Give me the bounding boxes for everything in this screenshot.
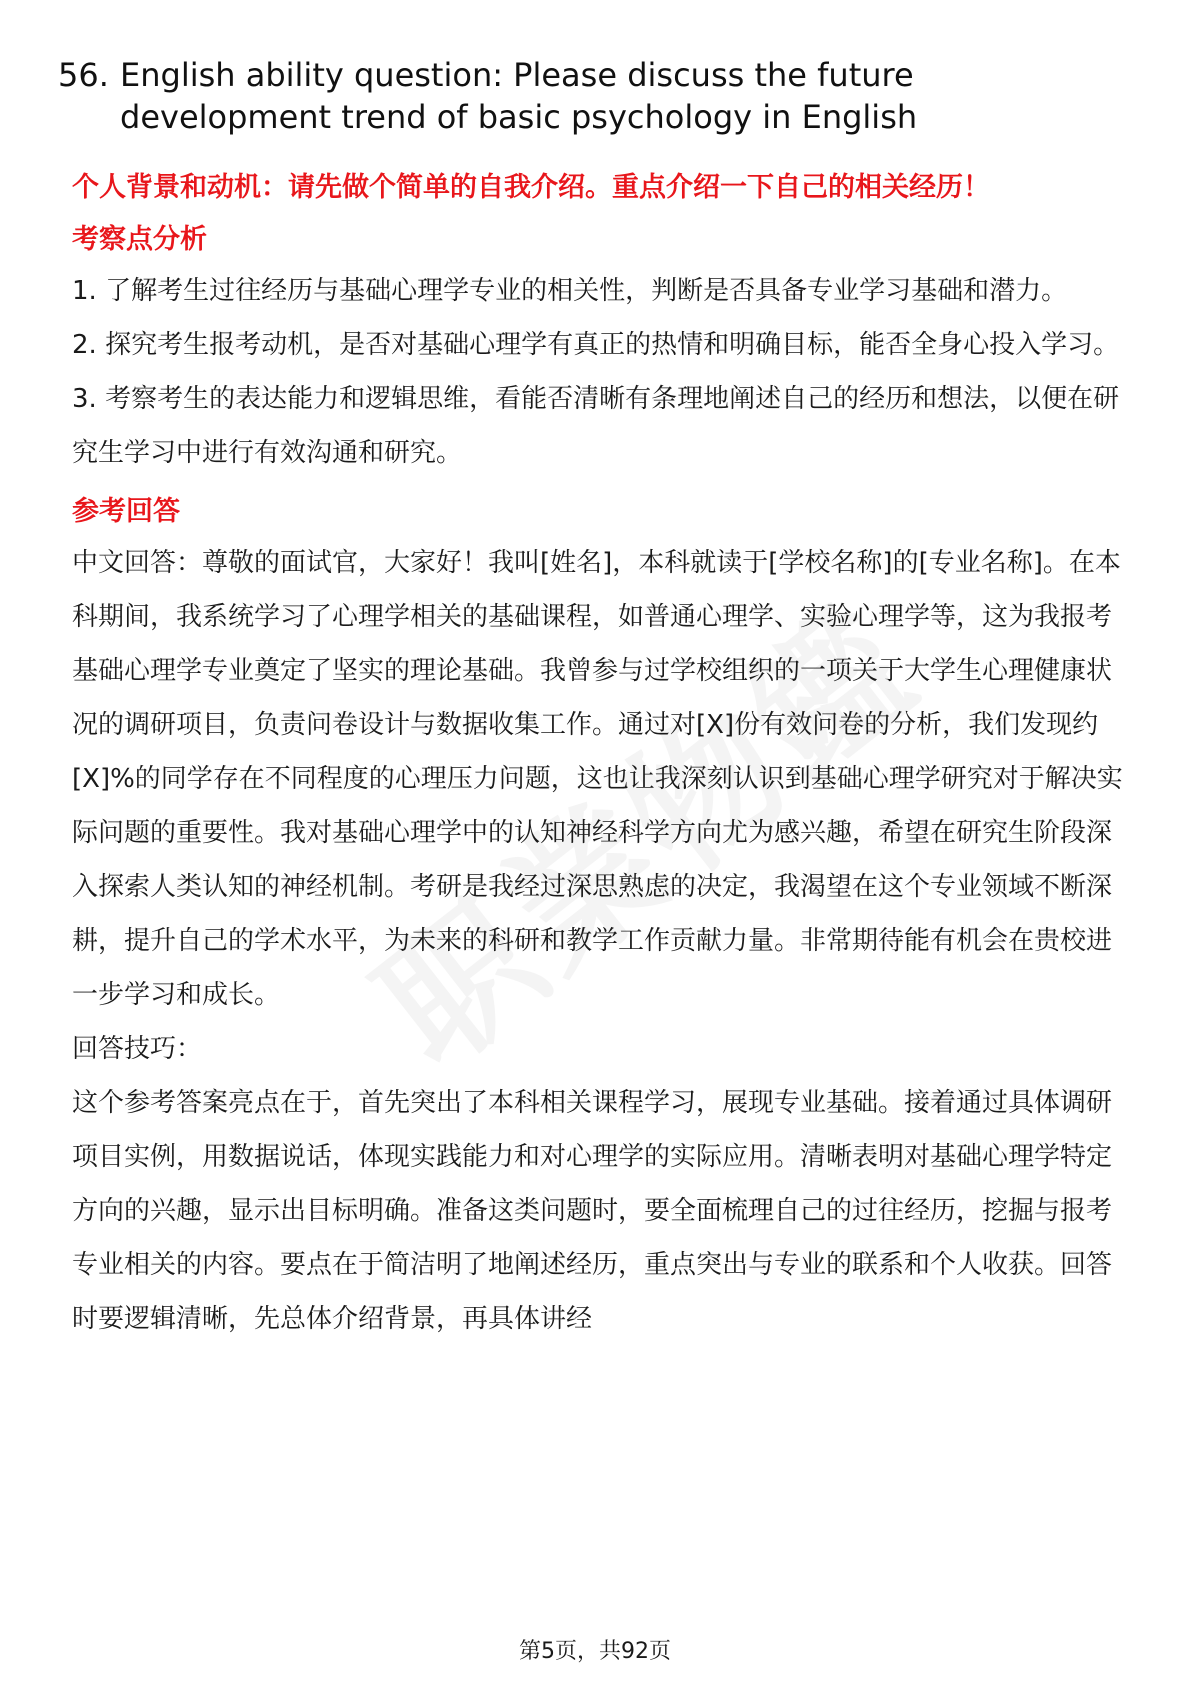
tips-label: 回答技巧：: [72, 1034, 203, 1064]
answer-heading: 参考回答: [72, 496, 180, 527]
analysis-item-2: 2. 探究考生报考动机，是否对基础心理学有真正的热情和明确目标，能否全身心投入学习。: [72, 330, 1120, 360]
intro-heading: 个人背景和动机：请先做个简单的自我介绍。重点介绍一下自己的相关经历！: [72, 172, 990, 203]
question-text: English ability question: Please discuss the future development trend of basic psychology in English: [120, 56, 918, 136]
question-number: 56.: [58, 56, 109, 94]
analysis-heading: 考察点分析: [72, 224, 207, 255]
document-body: [72, 170, 1127, 1346]
tips-paragraph: 这个参考答案亮点在于，首先突出了本科相关课程学习，展现专业基础。接着通过具体调研项目实例，用数据说话，体现实践能力和对心理学的实际应用。清晰表明对基础心理学特定方向的兴趣，显示出目标明确。准备这类问题时，要全面梳理自己的过往经历，挖掘与报考专业相关的内容。要点在于简洁明了地阐述经历，重点突出与专业的联系和个人收获。回答时要逻辑清晰，先总体介绍背景，再具体讲经: [72, 1088, 1113, 1334]
analysis-item-1: 1. 了解考生过往经历与基础心理学专业的相关性，判断是否具备专业学习基础和潜力。: [72, 276, 1068, 306]
page-footer: 第5页，共92页: [519, 1639, 671, 1664]
question-title: [58, 54, 1118, 138]
chinese-answer-paragraph: 中文回答：尊敬的面试官，大家好！我叫[姓名]，本科就读于[学校名称]的[专业名称]。在本科期间，我系统学习了心理学相关的基础课程，如普通心理学、实验心理学等，这为我报考基础心理学专业奠定了坚实的理论基础。我曾参与过学校组织的一项关于大学生心理健康状况的调研项目，负责问卷设计与数据收集工作。通过对[X]份有效问卷的分析，我们发现约[X]%的同学存在不同程度的心理压力问题，这也让我深刻认识到基础心理学研究对于解决实际问题的重要性。我对基础心理学中的认知神经科学方向尤为感兴趣，希望在研究生阶段深入探索人类认知的神经机制。考研是我经过深思熟虑的决定，我渴望在这个专业领域不断深耕，提升自己的学术水平，为未来的科研和教学工作贡献力量。非常期待能有机会在贵校进一步学习和成长。: [72, 548, 1123, 1010]
analysis-item-3: 3. 考察考生的表达能力和逻辑思维，看能否清晰有条理地阐述自己的经历和想法，以便在研究生学习中进行有效沟通和研究。: [72, 384, 1120, 468]
